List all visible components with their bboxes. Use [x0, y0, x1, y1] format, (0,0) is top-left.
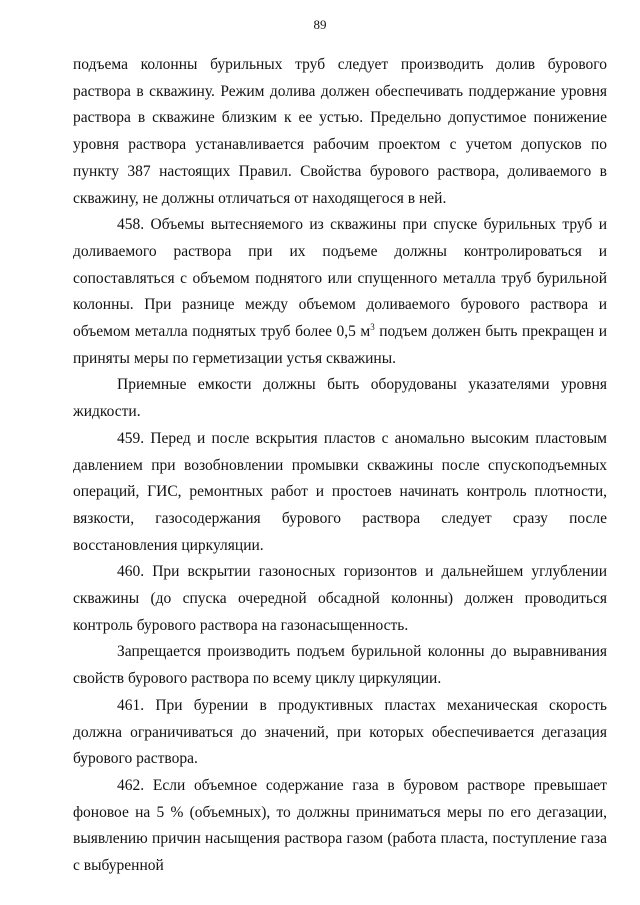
- paragraph-458-note: Приемные емкости должны быть оборудованы указателями уровня жидкости.: [73, 376, 607, 421]
- paragraph-458-text-after: подъем должен быть прекращен и приняты меры по герметизации устья скважины.: [73, 323, 607, 367]
- page-number: 89: [313, 17, 327, 32]
- paragraph-460: 460. При вскрытии газоносных горизонтов и дальнейшем углублении скважины (до спуска очередной обсадной колонны) должен проводиться контроль бурового раствора на газонасыщенность.: [73, 563, 607, 634]
- paragraph-459: 459. Перед и после вскрытия пластов с аномально высоким пластовым давлением при возобновлении промывки скважины после спускоподъемных операций, ГИС, ремонтных работ и простоев начинать контроль плотности, вязкости, газосодержания бурового раствора следует сразу после восстановления циркуляции.: [73, 429, 607, 554]
- paragraph-458: [73, 212, 607, 372]
- paragraph-458-text-before: 458. Объемы вытесняемого из скважины при спуске бурильных труб и доливаемого раствора при их подъеме должны контролироваться и сопоставляться с объемом поднятого или спущенного металла труб бурильной колонны. При разнице между объемом доливаемого бурового раствора и объемом металла поднятых труб более 0,5 м: [73, 216, 607, 341]
- paragraph-462: 462. Если объемное содержание газа в буровом растворе превышает фоновое на 5 % (объемных), то должны приниматься меры по его дегазации, выявлению причин насыщения раствора газом (работа пласта, поступление газа с выбуренной: [73, 776, 607, 875]
- paragraph-461: 461. При бурении в продуктивных пластах механическая скорость должна ограничиваться до значений, при которых обеспечивается дегазация бурового раствора.: [73, 696, 607, 768]
- paragraph-continuation: подъема колонны бурильных труб следует производить долив бурового раствора в скважину. Режим долива должен обеспечивать поддержание уровня раствора в скважине близким к ее устью. Предельно допустимое понижение уровня раствора устанавливается рабочим проектом с учетом допусков по пункту 387 настоящих Правил. Свойства бурового раствора, доливаемого в скважину, не должны отличаться от находящегося в ней.: [73, 56, 607, 207]
- cubic-superscript: 3: [370, 321, 375, 332]
- body-text: [73, 52, 607, 880]
- paragraph-460-note: Запрещается производить подъем бурильной колонны до выравнивания свойств бурового раствора по всему циклу циркуляции.: [73, 643, 607, 688]
